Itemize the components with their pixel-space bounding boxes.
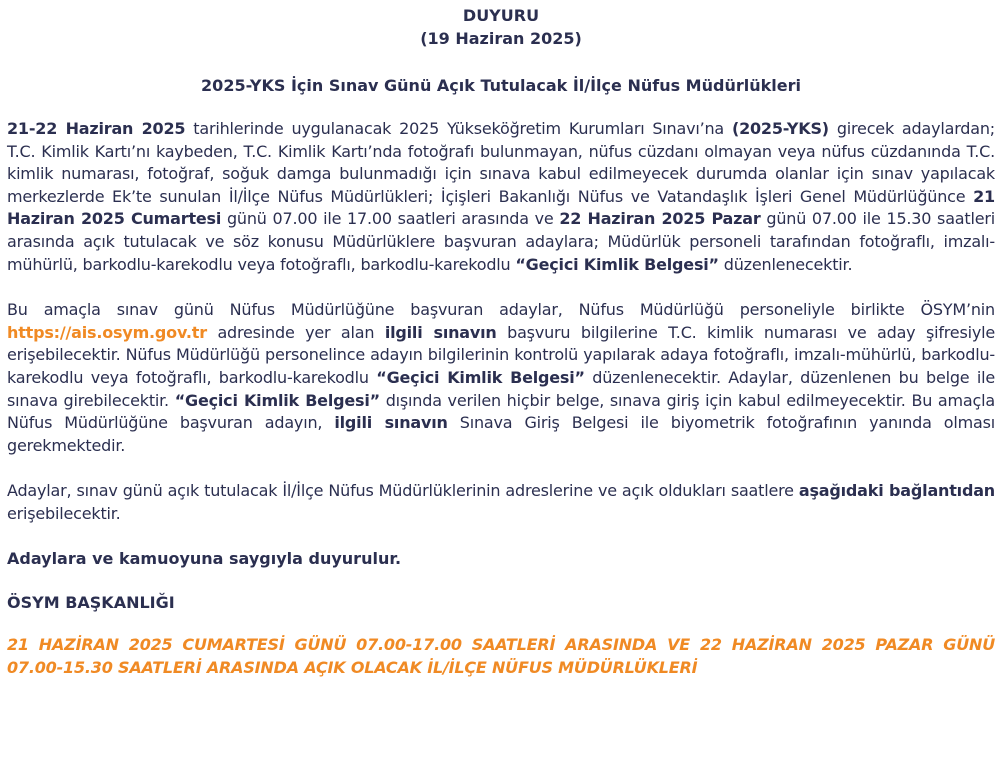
paragraph-text: Bu amaçla sınav günü Nüfus Müdürlüğüne başvuran adaylar, Nüfus Müdürlüğü personeliyle birlikte ÖSYM’nin xyxy=(7,300,995,320)
temporary-id-bold: “Geçici Kimlik Belgesi” xyxy=(376,367,585,387)
paragraph-text: başvuru bilgilerine T.C. kimlik numarası ve aday şifresiyle erişebilecektir. Nüfus Müdürlüğü personelince adayın bilgilerinin kontrolü yapılarak adaya fotoğraflı, imzalı-mühürlü, barkodlu-karekodlu veya fotoğraflı, barkodlu-karekodlu xyxy=(7,322,995,387)
paragraph-text: girecek adaylardan; T.C. Kimlik Kartı’nı kaybeden, T.C. Kimlik Kartı’nda fotoğrafı bulunmayan, nüfus cüzdanı olmayan veya nüfus cüzdanında T.C. kimlik numarası, fotoğraf, soğuk damga bulunmadığı için sınava kabul edilmeyecek durumda olanlar için sınav yapılacak merkezlerde Ek’te sunulan İl/İlçe Nüfus Müdürlükleri; İçişleri Bakanlığı Nüfus ve Vatandaşlık İşleri Genel Müdürlüğünce xyxy=(7,119,995,206)
temporary-id-bold: “Geçici Kimlik Belgesi” xyxy=(174,390,380,410)
announcement-title: 2025-YKS İçin Sınav Günü Açık Tutulacak İl/İlçe Nüfus Müdürlükleri xyxy=(201,76,801,95)
paragraph-text: günü 07.00 ile 17.00 saatleri arasında ve xyxy=(221,209,560,229)
paragraph-exam-dates xyxy=(7,118,995,276)
link-below-bold: aşağıdaki bağlantıdan xyxy=(798,481,995,501)
population-offices-link[interactable]: 21 HAZİRAN 2025 CUMARTESİ GÜNÜ 07.00-17.00 SAATLERİ ARASINDA VE 22 HAZİRAN 2025 PAZAR GÜNÜ 07.00-15.30 SAATLERİ ARASINDA AÇIK OLACAK İL/İLÇE NÜFUS MÜDÜRLÜKLERİ xyxy=(7,634,995,677)
announcement-date: (19 Haziran 2025) xyxy=(420,29,582,48)
paragraph-text: erişebilecektir. xyxy=(7,503,121,523)
related-exam-bold: ilgili sınavın xyxy=(334,413,448,433)
exam-dates-bold: 21-22 Haziran 2025 xyxy=(7,119,186,138)
paragraph-text: Adaylar, sınav günü açık tutulacak İl/İlçe Nüfus Müdürlüklerinin adreslerine ve açık oldukları saatlere xyxy=(7,481,799,501)
announcement-label: DUYURU xyxy=(462,6,540,25)
paragraph-text: günü 07.00 ile 15.30 saatleri arasında açık tutulacak ve söz konusu Müdürlüklere başvuran adaylara; Müdürlük personeli tarafından fotoğraflı, imzalı-mühürlü, barkodlu-karekodlu veya fotoğraflı, barkodlu-karekodlu xyxy=(7,209,995,274)
paragraph-text: Sınava Giriş Belgesi ile biyometrik fotoğrafının yanında olması gerekmektedir. xyxy=(7,413,995,455)
paragraph-text: dışında verilen hiçbir belge, sınava giriş için kabul edilmeyecektir. Bu amaçla Nüfus Müdürlüğüne başvuran adayın, xyxy=(7,390,995,433)
paragraph-text: adresinde yer alan xyxy=(206,322,385,342)
paragraph-addresses xyxy=(7,480,995,525)
ais-osym-link[interactable]: https://ais.osym.gov.tr xyxy=(7,322,207,342)
signature: ÖSYM BAŞKANLIĞI xyxy=(7,592,175,612)
sunday-date-bold: 22 Haziran 2025 Pazar xyxy=(559,209,761,229)
paragraph-text: tarihlerinde uygulanacak 2025 Yükseköğretim Kurumları Sınavı’na xyxy=(185,119,732,138)
paragraph-application xyxy=(7,299,995,457)
paragraph-text: düzenlenecektir. xyxy=(718,254,853,274)
saturday-date-bold: 21 Haziran 2025 Cumartesi xyxy=(7,186,995,229)
paragraph-text: düzenlenecektir. Adaylar, düzenlenen bu belge ile sınava girebilecektir. xyxy=(7,367,995,410)
exam-code-bold: (2025-YKS) xyxy=(731,119,829,138)
closing-statement: Adaylara ve kamuoyuna saygıyla duyurulur. xyxy=(7,548,402,568)
related-exam-bold: ilgili sınavın xyxy=(384,322,497,342)
temporary-id-bold: “Geçici Kimlik Belgesi” xyxy=(515,254,719,274)
